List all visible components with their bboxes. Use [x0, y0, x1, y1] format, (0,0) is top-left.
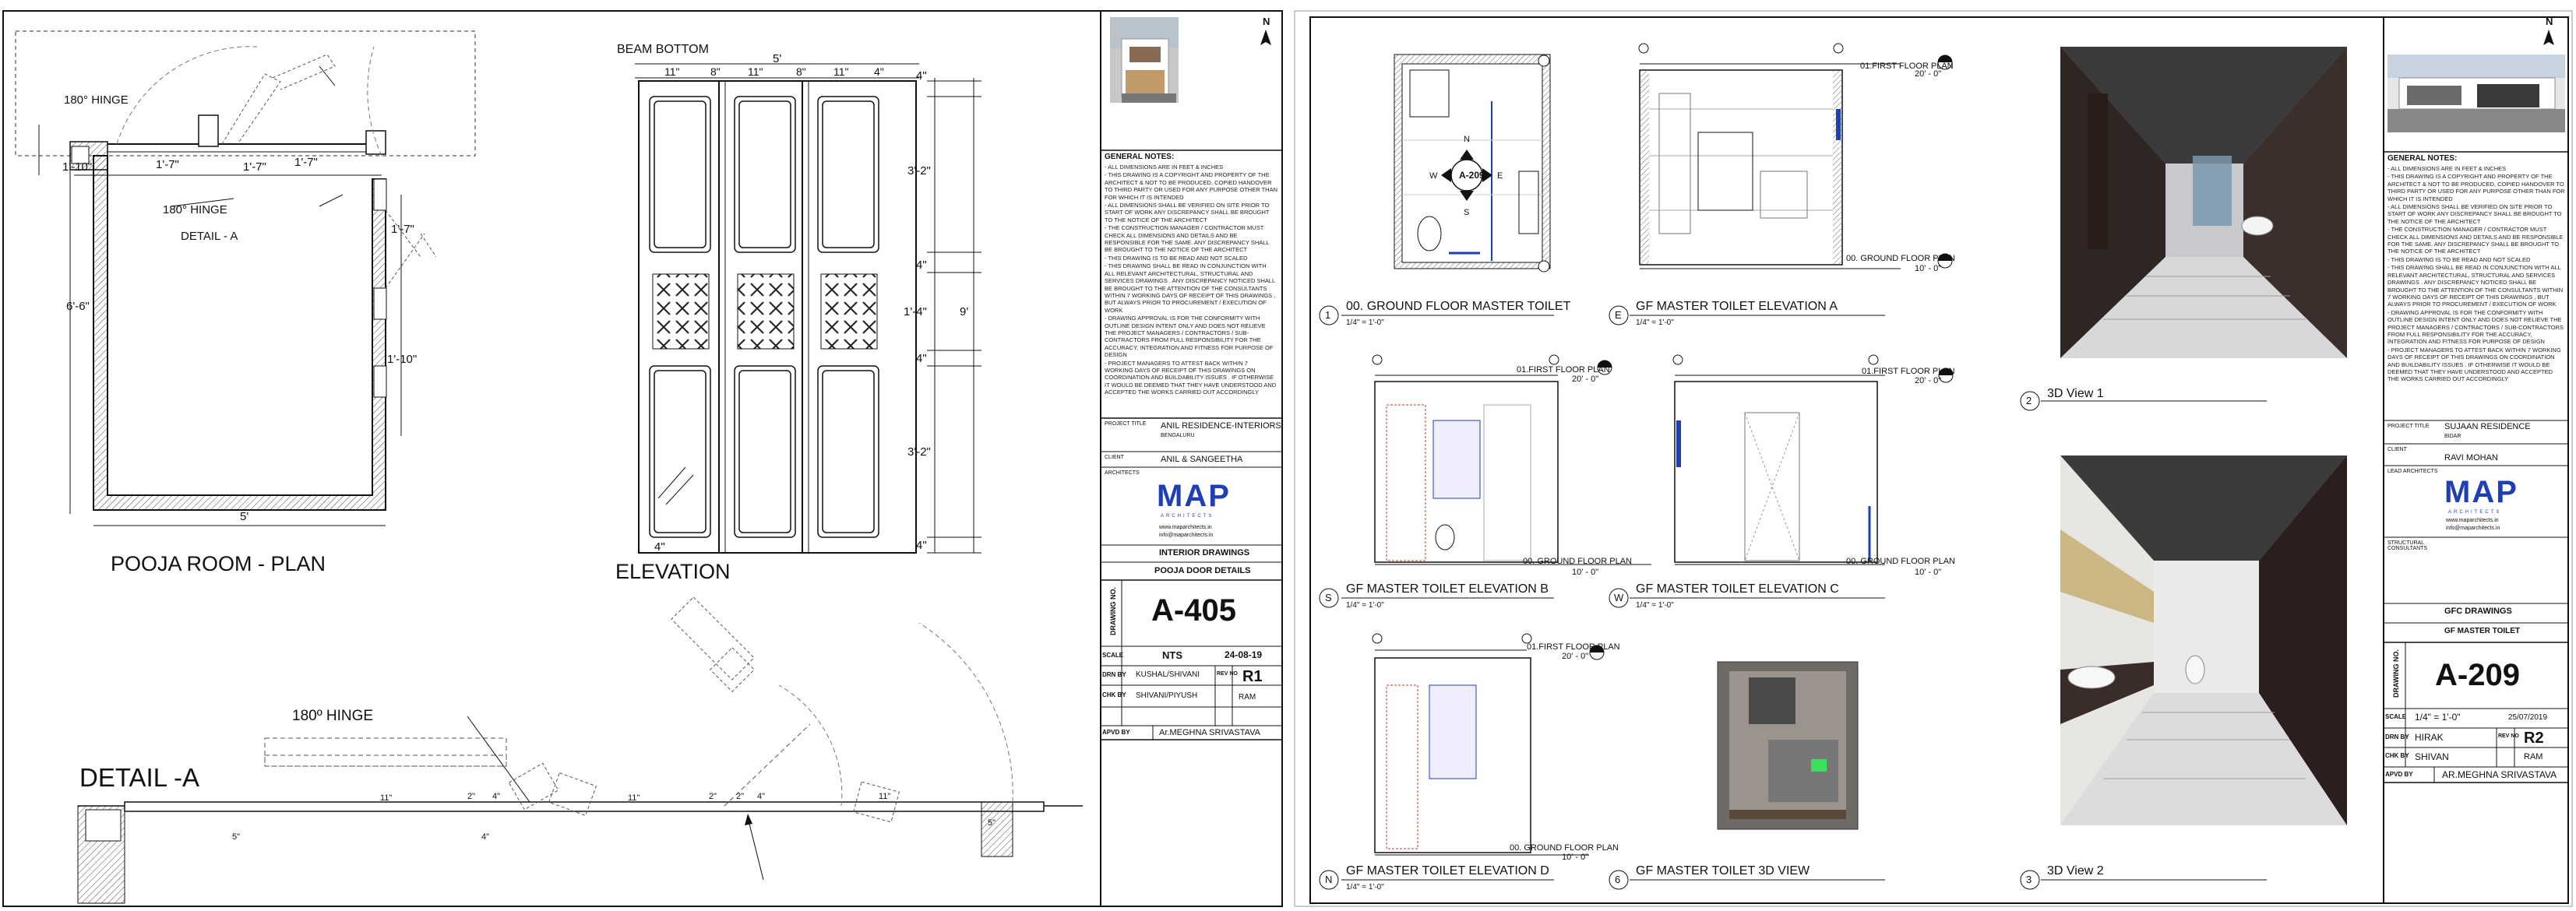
- elev-c-ground-floor: 00. GROUND FLOOR PLAN: [1846, 557, 1955, 566]
- map-logo-sub: ARCHITECTS: [1161, 514, 1214, 519]
- apvd-by-label: APVD BY: [1102, 729, 1130, 736]
- elev-dim-h4: 4": [916, 352, 927, 365]
- email-address-b: info@maparchitects.in: [2446, 526, 2500, 531]
- rev-value: R1: [1242, 668, 1263, 685]
- rev-value-b: R2: [2524, 730, 2544, 747]
- view-title-n: GF MASTER TOILET ELEVATION D: [1346, 864, 1549, 878]
- elev-dim-h5: 3'-2": [907, 445, 931, 459]
- elev-dim-w5: 11": [833, 65, 849, 78]
- plan-tag: A-209: [1459, 170, 1485, 181]
- detail-dim-5: 5": [232, 832, 241, 842]
- plan-hinge-label: 180° HINGE: [64, 93, 129, 107]
- chk-by-value: SHIVANI/PIYUSH: [1136, 691, 1198, 700]
- a-note-item: - THE CONSTRUCTION MANAGER / CONTRACTOR MUST CHECK ALL DIMENSIONS AND DETAILS AND BE RESPONSIBLE FOR THE SAME. ANY DISCREPANCY SHALL BE BROUGHT TO THE NOTICE OF THE ARCHITECT: [1105, 224, 1270, 254]
- detail-dim-5b: 5": [988, 818, 996, 828]
- detail-dim-11a: 11": [380, 793, 393, 803]
- elev-dim-w1: 11": [664, 65, 680, 78]
- elev-dim-bottom-left: 4": [654, 540, 665, 554]
- drawing-number-b: A-209: [2435, 658, 2520, 692]
- chk-by-value-2-b: RAM: [2524, 752, 2543, 762]
- scale-label: SCALE: [1102, 652, 1124, 659]
- view-scale-e: 1/4" = 1'-0": [1636, 318, 1674, 327]
- drawing-type-b: GFC DRAWINGS: [2444, 607, 2512, 616]
- pooja-door-elevation: [635, 64, 981, 553]
- toilet-3d-view-2: [2060, 456, 2347, 825]
- view-num-1: 1: [1325, 309, 1331, 321]
- a-note-item: - THIS DRAWING SHALL BE READ IN CONJUNCTION WITH ALL RELEVANT ARCHITECTURAL, STRUCTURAL AND SERVICES DRAWINGS . ANY DISCREPANCY NOTICED SHALL BE BROUGHT TO THE ATTENTION OF THE CONSULTANTS WITHIN 7 WORKING DAYS OF RECEIPT OF THIS DRAWINGS , BUT ALWAYS PRIOR TO PROCUREMENT / EXECUTION OF WORK: [1105, 262, 1276, 314]
- elev-b-ground-floor-level: 10' - 0": [1572, 568, 1599, 577]
- map-logo-sub-b: ARCHITECTS: [2448, 510, 2502, 515]
- general-notes-title: GENERAL NOTES:: [1105, 153, 1175, 161]
- project-sub-b: BIDAR: [2444, 434, 2461, 439]
- architects-label-b: LEAD ARCHITECTS: [2387, 469, 2438, 474]
- view-num-6: 6: [1615, 874, 1621, 885]
- north-arrow-icon: [2543, 30, 2554, 45]
- elev-beam-bottom: BEAM BOTTOM: [617, 43, 709, 56]
- toilet-3d-small-view: [1718, 662, 1858, 829]
- elev-dim-top: 5': [773, 52, 782, 65]
- elev-dim-h-bottom: 4": [916, 539, 927, 552]
- apvd-by-label-b: APVD BY: [2385, 771, 2413, 778]
- chk-by-label-b: CHK BY: [2385, 752, 2409, 759]
- view-num-s: S: [1325, 592, 1332, 603]
- project-sub: BENGALURU: [1161, 433, 1195, 438]
- web-address: www.maparchitects.in: [1159, 525, 1212, 530]
- elev-a-ground-floor: 00. GROUND FLOOR PLAN: [1846, 254, 1955, 263]
- plan-dim-d3: 1'-7": [243, 160, 266, 174]
- b-note-item: - ALL DIMENSIONS SHALL BE VERIFIED ON SITE PRIOR TO START OF WORK ANY DISCREPANCY SHALL BE BROUGHT TO THE NOTICE OF THE ARCHITECT: [2387, 203, 2562, 225]
- drawing-title-b: GF MASTER TOILET: [2444, 627, 2521, 635]
- view-scale-w: 1/4" = 1'-0": [1636, 601, 1674, 610]
- compass-e: E: [1497, 171, 1503, 181]
- a-note-item: - DRAWING APPROVAL IS FOR THE CONFORMITY WITH OUTLINE DESIGN INTENT ONLY AND DOES NOT RELIEVE THE PROJECT MANAGERS / CONTRACTORS / SUB-CONTRACTORS FROM FULL RESPONSIBILITY FOR THE ACCURACY, INTEGRATION AND FITNESS FOR PURPOSE OF DESIGN: [1105, 315, 1274, 359]
- project-thumbnail-b: [2387, 55, 2565, 132]
- plan-hinge-label-2: 180° HINGE: [163, 203, 227, 216]
- elev-d-first-floor: 01.FIRST FLOOR PLAN: [1527, 642, 1620, 652]
- apvd-by-value-b: AR.MEGHNA SRIVASTAVA: [2442, 769, 2557, 780]
- elev-d-ground-floor: 00. GROUND FLOOR PLAN: [1510, 843, 1619, 853]
- elev-dim-h-top: 4": [916, 69, 927, 83]
- drn-by-value: KUSHAL/SHIVANI: [1136, 670, 1200, 679]
- b-note-item: - DRAWING APPROVAL IS FOR THE CONFORMITY WITH OUTLINE DESIGN INTENT ONLY AND DOES NOT RELIEVE THE PROJECT MANAGERS / CONTRACTORS / SUB-CONTRACTORS FROM FULL RESPONSIBILITY FOR THE ACCURACY, INTEGRATION AND FITNESS FOR PURPOSE OF DESIGN: [2387, 308, 2564, 346]
- detail-dim-2a: 2": [467, 792, 476, 801]
- elev-dim-w4: 8": [796, 65, 806, 78]
- compass-s: S: [1464, 208, 1470, 217]
- chk-by-value-2: RAM: [1239, 693, 1256, 702]
- compass-n: N: [1464, 135, 1470, 144]
- view-scale-1: 1/4" = 1'-0": [1346, 318, 1384, 327]
- a-note-item: - THIS DRAWING IS A COPYRIGHT AND PROPERTY OF THE ARCHITECT & NOT TO BE PRODUCED, COPIED HANDOVER TO THIRD PARTY OR USED FOR ANY PURPOSE OTHER THAN FOR WHICH IT IS INTENDED: [1105, 171, 1277, 201]
- a-note-item: - PROJECT MANAGERS TO ATTEST BACK WITHIN 7 WORKING DAYS OF RECEIPT OF THIS DRAWINGS ON COORDINATION AND BUILDABILITY ISSUES . IF OTHERWISE IT WOULD BE DEEMED THAT THEY HAVE UNDERSTOOD AND ACCEPTED THE WORKS CARRIED OUT ACCORDINGLY: [1105, 359, 1277, 396]
- email-address: info@maparchitects.in: [1159, 533, 1214, 538]
- project-title-b: SUJAAN RESIDENCE: [2444, 422, 2531, 431]
- drawing-no-label: DRAWING NO.: [1109, 587, 1117, 635]
- rev-label: REV NO: [1217, 671, 1238, 677]
- elev-dim-h1: 3'-2": [907, 164, 931, 178]
- general-notes-title-b: GENERAL NOTES:: [2387, 154, 2458, 163]
- detail-dim-11b: 11": [628, 793, 640, 803]
- date-value: 24-08-19: [1225, 649, 1263, 660]
- general-notes-list: [1105, 164, 1277, 397]
- project-title: ANIL RESIDENCE-INTERIORS: [1161, 421, 1281, 431]
- elev-a-first-floor: 01.FIRST FLOOR PLAN: [1860, 62, 1954, 71]
- elev-b-first-floor-level: 20' - 0": [1572, 375, 1599, 384]
- b-note-item: - PROJECT MANAGERS TO ATTEST BACK WITHIN 7 WORKING DAYS OF RECEIPT OF THIS DRAWINGS ON COORDINATION AND BUILDABILITY ISSUES . IF OTHERWISE IT WOULD BE DEEMED THAT THEY HAVE UNDERSTOOD AND ACCEPTED THE WORKS CARRIED OUT ACCORDINGLY: [2387, 346, 2561, 383]
- view-title-3: 3D View 2: [2047, 864, 2104, 878]
- compass-w: W: [1429, 171, 1438, 181]
- toilet-3d-view-1: [2060, 47, 2347, 358]
- elev-d-first-floor-level: 20' - 0": [1562, 652, 1589, 661]
- general-notes-list-b: [2387, 165, 2565, 384]
- detail-dim-2b: 2": [709, 792, 717, 801]
- b-note-item: - THIS DRAWING IS TO BE READ AND NOT SCALED: [2387, 255, 2531, 263]
- client-label-b: CLIENT: [2387, 447, 2407, 452]
- plan-dim-r3: 1'-10": [387, 353, 418, 366]
- view-num-3: 3: [2026, 874, 2032, 885]
- detail-dim-11c: 11": [879, 792, 891, 801]
- scale-value-b: 1/4" = 1'-0": [2415, 712, 2461, 723]
- elev-d-ground-floor-level: 10' - 0": [1562, 853, 1589, 862]
- view-title-s: GF MASTER TOILET ELEVATION B: [1346, 582, 1549, 596]
- elevation-title: ELEVATION: [615, 560, 731, 583]
- b-note-item: - ALL DIMENSIONS ARE IN FEET & INCHES: [2387, 165, 2507, 172]
- project-title-label: PROJECT TITLE: [1105, 421, 1147, 427]
- toilet-elevation-b: [1373, 355, 1651, 565]
- toilet-plan-view: [1394, 55, 1550, 272]
- detail-dim-2c: 2": [736, 792, 745, 801]
- north-label-b: N: [2546, 16, 2553, 27]
- elev-dim-w2: 8": [710, 65, 721, 78]
- scale-value: NTS: [1162, 649, 1182, 661]
- view-scale-n: 1/4" = 1'-0": [1346, 883, 1384, 892]
- drawing-sheet-pooja-door: [0, 0, 1285, 911]
- view-num-n: N: [1325, 874, 1333, 885]
- view-scale-s: 1/4" = 1'-0": [1346, 601, 1384, 610]
- view-title-e: GF MASTER TOILET ELEVATION A: [1636, 300, 1838, 313]
- a-note-item: - ALL DIMENSIONS SHALL BE VERIFIED ON SITE PRIOR TO START OF WORK ANY DISCREPANCY SHALL BE BROUGHT TO THE NOTICE OF THE ARCHITECT: [1105, 202, 1270, 223]
- detail-a-drawing: [78, 597, 1083, 903]
- elev-c-first-floor: 01.FIRST FLOOR PLAN: [1862, 367, 1955, 376]
- elev-a-ground-floor-level: 10' - 0": [1915, 264, 1942, 273]
- plan-dim-bottom: 5': [240, 510, 249, 523]
- view-num-w: W: [1614, 592, 1624, 603]
- view-title-2: 3D View 1: [2047, 387, 2104, 400]
- date-value-b: 25/07/2019: [2508, 713, 2548, 722]
- drawing-title: POOJA DOOR DETAILS: [1154, 566, 1251, 575]
- elev-dim-w3: 11": [748, 65, 763, 78]
- sheet-b-drawing: [1293, 0, 2576, 911]
- drawing-type: INTERIOR DRAWINGS: [1159, 548, 1250, 558]
- drawing-number: A-405: [1151, 593, 1236, 628]
- detail-dim-4c: 4": [481, 832, 490, 842]
- client-label: CLIENT: [1105, 455, 1124, 460]
- client-name: ANIL & SANGEETHA: [1161, 455, 1243, 464]
- b-note-item: - THIS DRAWING SHALL BE READ IN CONJUNCTION WITH ALL RELEVANT ARCHITECTURAL, STRUCTURAL AND SERVICES DRAWINGS . ANY DISCREPANCY NOTICED SHALL BE BROUGHT TO THE ATTENTION OF THE CONSULTANTS WITHIN 7 WORKING DAYS OF RECEIPT OF THIS DRAWINGS , BUT ALWAYS PRIOR TO PROCUREMENT / EXECUTION OF WORK: [2387, 264, 2564, 308]
- apvd-by-value: Ar.MEGHNA SRIVASTAVA: [1159, 728, 1260, 737]
- detail-dim-4: 4": [492, 792, 501, 801]
- detail-hinge: 180º HINGE: [292, 708, 374, 724]
- web-address-b: www.maparchitects.in: [2446, 518, 2499, 523]
- plan-dim-d2: 1'-7": [156, 158, 179, 171]
- detail-dim-4b: 4": [757, 792, 766, 801]
- elev-b-first-floor: 01.FIRST FLOOR PLAN: [1517, 365, 1610, 375]
- elev-a-first-floor-level: 20' - 0": [1915, 69, 1942, 79]
- a-note-item: - THIS DRAWING IS TO BE READ AND NOT SCALED: [1105, 254, 1248, 262]
- elev-c-first-floor-level: 20' - 0": [1915, 376, 1942, 385]
- map-logo: MAP: [1157, 479, 1231, 513]
- architects-label: ARCHITECTS: [1105, 470, 1140, 476]
- view-title-w: GF MASTER TOILET ELEVATION C: [1636, 582, 1839, 596]
- elev-dim-h2: 4": [916, 259, 927, 272]
- elev-c-ground-floor-level: 10' - 0": [1915, 568, 1942, 577]
- elev-b-ground-floor: 00. GROUND FLOOR PLAN: [1523, 557, 1632, 566]
- structural-label-b: STRUCTURAL CONSULTANTS: [2387, 540, 2428, 551]
- b-note-item: - THIS DRAWING IS A COPYRIGHT AND PROPERTY OF THE ARCHITECT & NOT TO BE PRODUCED, COPIED HANDOVER TO THIRD PARTY OR USED FOR ANY PURPOSE OTHER THAN FOR WHICH IT IS INTENDED: [2387, 173, 2565, 202]
- drn-by-value-b: HIRAK: [2415, 732, 2444, 743]
- detail-title: DETAIL -A: [79, 763, 200, 792]
- drawing-sheet-master-toilet: [1293, 0, 2576, 911]
- plan-dim-r0: 1'-7": [294, 156, 318, 169]
- toilet-elevation-a: [1639, 44, 1952, 269]
- drawing-no-label-b: DRAWING NO.: [2392, 649, 2400, 698]
- view-title-1: 00. GROUND FLOOR MASTER TOILET: [1346, 300, 1571, 313]
- map-logo-b: MAP: [2444, 475, 2518, 509]
- view-title-6: GF MASTER TOILET 3D VIEW: [1636, 864, 1810, 878]
- plan-dim-d1: 1'-10": [62, 160, 93, 174]
- toilet-elevation-c: [1673, 355, 1953, 565]
- plan-title: POOJA ROOM - PLAN: [111, 552, 326, 575]
- elev-dim-total: 9': [960, 305, 969, 318]
- chk-by-value-b: SHIVAN: [2415, 751, 2449, 762]
- view-num-2: 2: [2026, 395, 2032, 406]
- project-thumbnail-a: [1110, 17, 1179, 103]
- chk-by-label: CHK BY: [1102, 691, 1126, 698]
- drn-by-label: DRN BY: [1102, 671, 1126, 678]
- plan-dim-r2: 1'-7": [391, 223, 414, 236]
- plan-detail-ref: DETAIL - A: [181, 230, 238, 243]
- a-note-item: - ALL DIMENSIONS ARE IN FEET & INCHES: [1105, 164, 1224, 171]
- elev-dim-h3: 1'-4": [904, 305, 927, 318]
- scale-label-b: SCALE: [2385, 713, 2407, 720]
- elev-dim-w6: 4": [874, 65, 884, 78]
- client-name-b: RAVI MOHAN: [2444, 453, 2498, 463]
- rev-label-b: REV NO: [2498, 733, 2519, 739]
- sheet-a-drawing: [0, 0, 1285, 911]
- north-arrow-icon: [1260, 30, 1271, 45]
- plan-dim-left: 6'-6": [66, 300, 90, 313]
- north-label: N: [1263, 16, 1270, 27]
- b-note-item: - THE CONSTRUCTION MANAGER / CONTRACTOR MUST CHECK ALL DIMENSIONS AND DETAILS AND BE RESPONSIBLE FOR THE SAME. ANY DISCREPANCY SHALL BE BROUGHT TO THE NOTICE OF THE ARCHITECT: [2387, 226, 2564, 255]
- project-title-label-b: PROJECT TITLE: [2387, 424, 2430, 429]
- view-num-e: E: [1615, 309, 1622, 321]
- toilet-elevation-d: [1373, 634, 1604, 855]
- drn-by-label-b: DRN BY: [2385, 733, 2409, 740]
